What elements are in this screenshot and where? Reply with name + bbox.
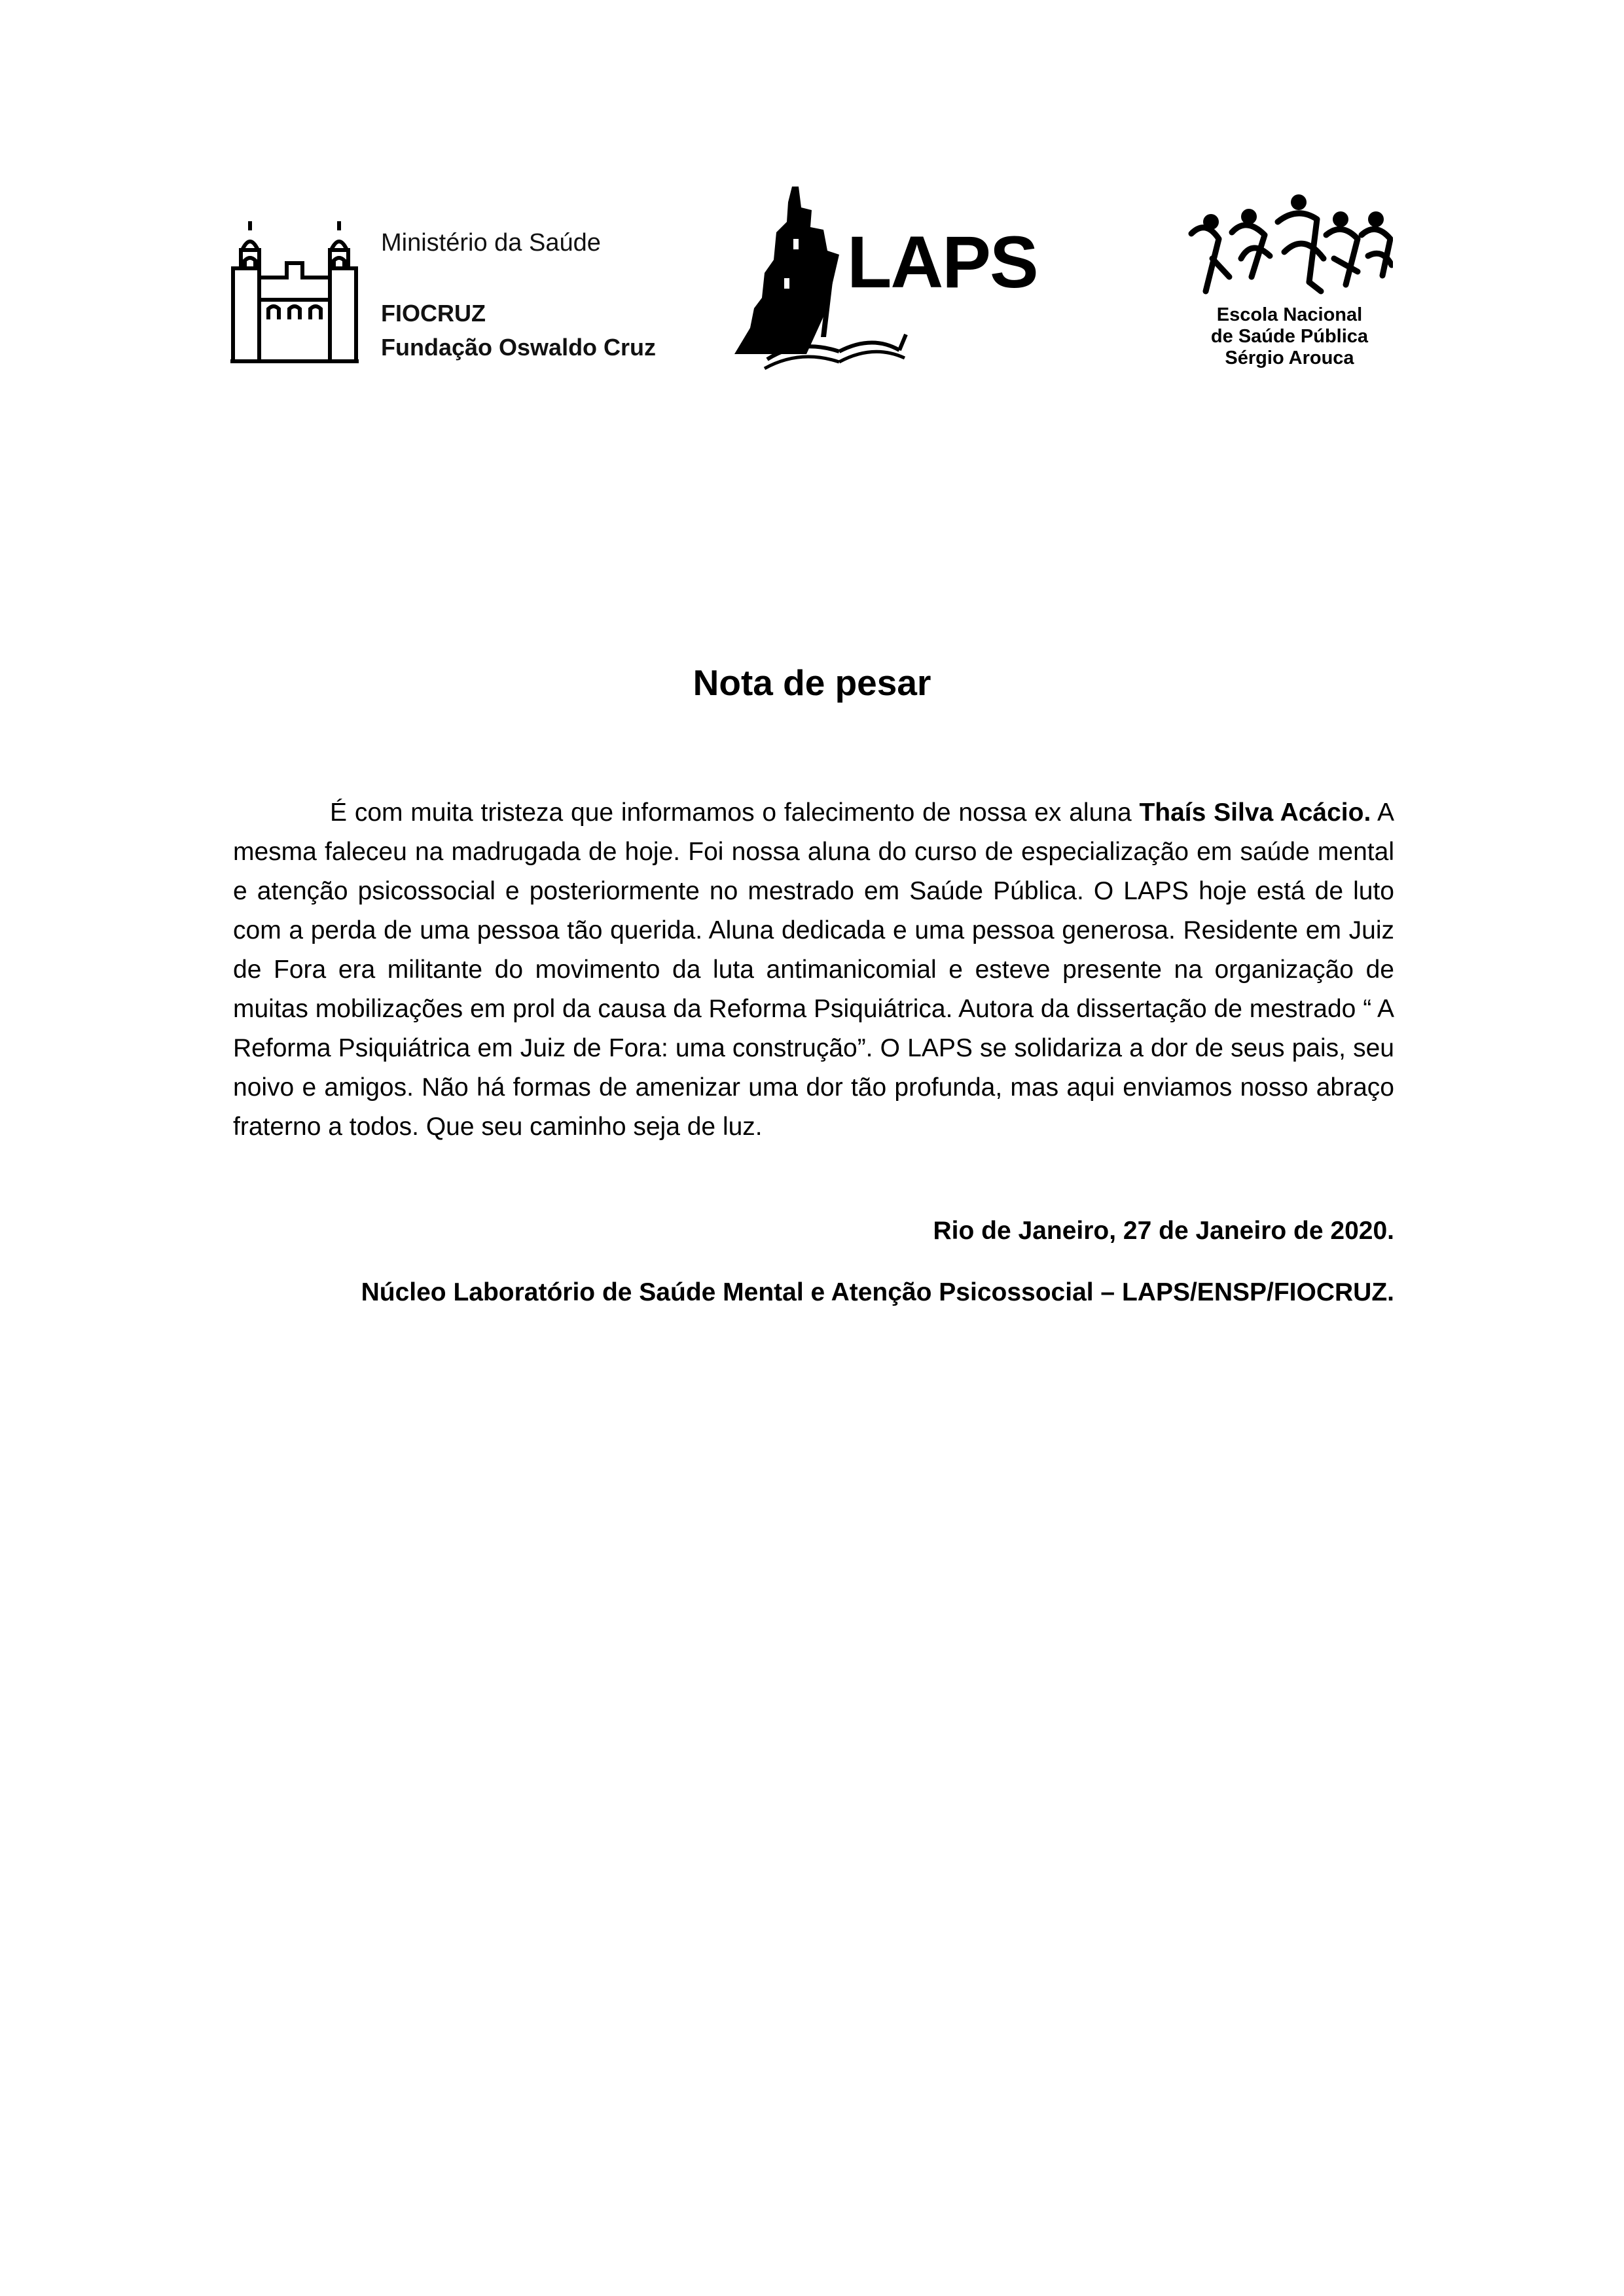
ensp-figures-icon — [1186, 193, 1393, 298]
body-intro-text: É com muita tristeza que informamos o falecimento de nossa ex aluna — [330, 798, 1140, 827]
deceased-name: Thaís Silva Acácio. — [1139, 798, 1371, 827]
fiocruz-fullname-label: Fundação Oswaldo Cruz — [381, 334, 657, 361]
signature-organization: Núcleo Laboratório de Saúde Mental e Atenção Psicossocial – LAPS/ENSP/FIOCRUZ. — [361, 1278, 1394, 1306]
body-paragraph — [233, 793, 1394, 1147]
ensp-name-line-2: de Saúde Pública — [1210, 326, 1369, 347]
document-title: Nota de pesar — [693, 662, 931, 703]
laps-wordmark: LAPS — [847, 221, 1038, 303]
ensp-logo — [1178, 193, 1401, 370]
place-date: Rio de Janeiro, 27 de Janeiro de 2020. — [933, 1217, 1394, 1245]
body-rest-text: A mesma faleceu na madrugada de hoje. Foi nossa aluna do curso de especialização em saúde mental e atenção psicossocial e posteriormente no mestrado em Saúde Pública. O LAPS hoje está de luto com a perda de uma pessoa tão querida. Aluna dedicada e uma pessoa generosa. Residente em Juiz de Fora era militante do movimento da luta antimanicomial e esteve presente na organização de muitas mobilizações em prol da causa da Reforma Psiquiátrica. Autora da dissertação de mestrado “ A Reforma Psiquiátrica em Juiz de Fora: uma construção”. O LAPS se solidariza a dor de seus pais, seu noivo e amigos. Não há formas de amenizar uma dor tão profunda, mas aqui enviamos nosso abraço fraterno a todos. Que seu caminho seja de luz. — [233, 798, 1394, 1141]
fiocruz-building-icon — [230, 221, 359, 364]
fiocruz-logo — [230, 216, 702, 367]
fiocruz-ministry-label: Ministério da Saúde — [381, 229, 601, 257]
laps-logo — [728, 187, 1038, 370]
ensp-name-line-3: Sérgio Arouca — [1225, 348, 1354, 368]
ensp-name-line-1: Escola Nacional — [1216, 304, 1363, 325]
fiocruz-name-label: FIOCRUZ — [381, 300, 486, 327]
